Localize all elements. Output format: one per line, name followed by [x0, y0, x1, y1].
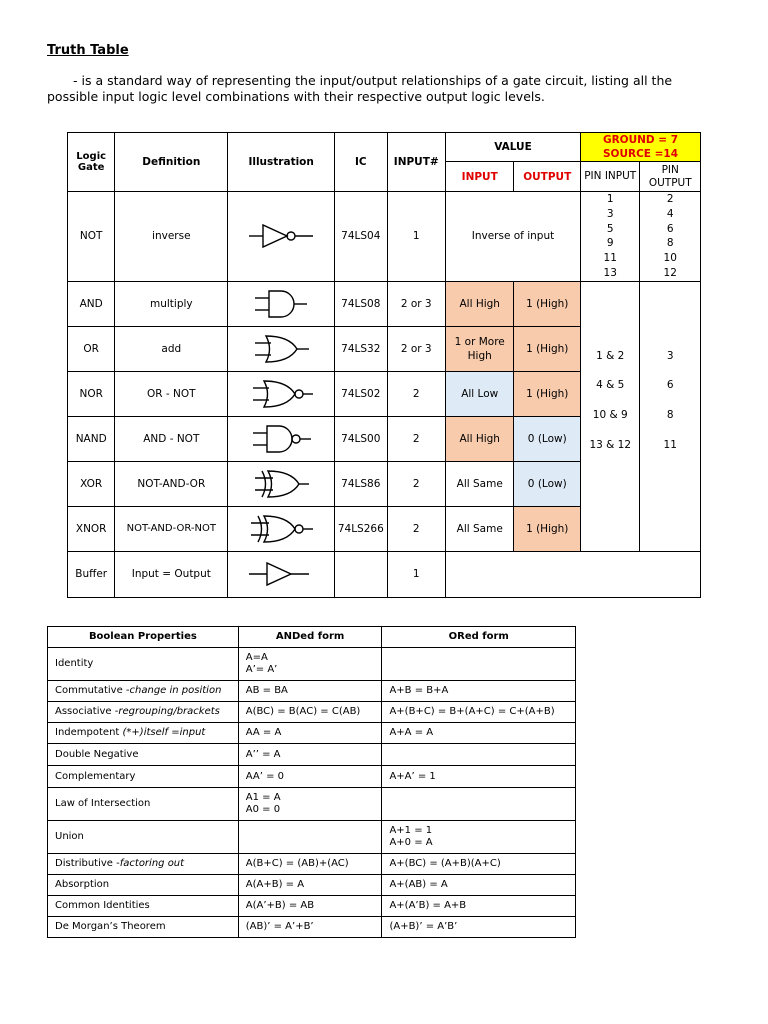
table-row — [48, 854, 576, 875]
pin-value: 3 — [606, 207, 614, 220]
table-row — [68, 551, 701, 597]
table-row — [48, 744, 576, 766]
header-ic: IC — [335, 133, 387, 192]
ored-form — [382, 702, 576, 723]
nor-gate-icon — [228, 371, 335, 416]
anded-form — [238, 766, 382, 788]
property-label: Identity — [55, 658, 94, 669]
or-gate-icon — [228, 326, 335, 371]
gate-definition: multiply — [115, 281, 228, 326]
gate-name: XOR — [68, 461, 115, 506]
anded-form — [238, 744, 382, 766]
property-name — [48, 766, 239, 788]
pin-value: 9 — [606, 237, 614, 250]
property-name — [48, 744, 239, 766]
gate-definition: NOT-AND-OR-NOT — [115, 506, 228, 551]
gate-input-condition: All High — [445, 416, 514, 461]
gate-definition: inverse — [115, 192, 228, 282]
property-label: Commutative - — [55, 685, 130, 696]
not-gate-icon — [228, 192, 335, 282]
gate-input-condition: All Same — [445, 506, 514, 551]
formula: AB = BA — [245, 685, 288, 696]
ored-form — [382, 854, 576, 875]
gate-ic: 74LS86 — [335, 461, 387, 506]
gate-name: XNOR — [68, 506, 115, 551]
formula: A+(BC) = (A+B)(A+C) — [389, 858, 501, 869]
nand-gate-icon — [228, 416, 335, 461]
header-boolean-properties: Boolean Properties — [48, 627, 239, 648]
formula: A(A’+B) = AB — [245, 900, 315, 911]
formula: A=A — [245, 652, 268, 663]
formula: AA’ = 0 — [245, 770, 284, 782]
gate-pin-output — [640, 281, 701, 551]
property-name — [48, 648, 239, 681]
header-logic-gate: Logic Gate — [68, 133, 115, 192]
gate-ic: 74LS04 — [335, 192, 387, 282]
gate-name: NOT — [68, 192, 115, 282]
table-row — [48, 821, 576, 854]
table-row — [48, 917, 576, 938]
anded-form — [238, 788, 382, 821]
pin-value: 13 — [603, 266, 617, 279]
gate-name: NAND — [68, 416, 115, 461]
gate-name: OR — [68, 326, 115, 371]
gate-ic: 74LS00 — [335, 416, 387, 461]
pin-value: 12 — [663, 266, 677, 279]
gate-input-condition: 1 or More High — [445, 326, 514, 371]
pin-value: 10 — [663, 252, 677, 265]
anded-form — [238, 821, 382, 854]
gate-input-count: 2 or 3 — [387, 326, 445, 371]
table-row — [48, 766, 576, 788]
formula: A’= A’ — [245, 664, 278, 675]
property-label: Indempotent — [55, 727, 123, 738]
header-pin-input: PIN INPUT — [581, 162, 640, 192]
header-output: OUTPUT — [514, 162, 581, 192]
pin-value: 6 — [666, 222, 674, 235]
xnor-gate-icon — [228, 506, 335, 551]
truth-table — [67, 132, 701, 598]
header-anded-form: ANDed form — [238, 627, 382, 648]
property-note: regrouping/brackets — [118, 706, 220, 717]
formula: A+0 = A — [389, 837, 433, 848]
gate-input-condition: All High — [445, 281, 514, 326]
gate-definition: Input = Output — [115, 551, 228, 597]
gate-definition: OR - NOT — [115, 371, 228, 416]
table-row — [48, 896, 576, 917]
intro-text: - is a standard way of representing the input/output relationships of a gate circuit, listing all the possible input logic level combinations with their respective output logic levels. — [47, 73, 673, 104]
gate-input-count: 2 or 3 — [387, 281, 445, 326]
property-name — [48, 681, 239, 702]
formula: A’’ = A — [245, 748, 281, 760]
gate-input-count: 1 — [387, 551, 445, 597]
page-title: Truth Table — [47, 43, 129, 58]
gate-input-count: 2 — [387, 461, 445, 506]
not-pin-output — [640, 192, 701, 282]
table-row — [48, 681, 576, 702]
ored-form — [382, 723, 576, 744]
gate-definition: NOT-AND-OR — [115, 461, 228, 506]
pin-value: 6 — [666, 379, 674, 392]
ored-form — [382, 681, 576, 702]
gate-ic — [335, 551, 387, 597]
formula: A+B = B+A — [389, 685, 449, 696]
property-label: Absorption — [55, 879, 110, 890]
and-gate-icon — [228, 281, 335, 326]
buffer-gate-icon — [228, 551, 335, 597]
property-name — [48, 875, 239, 896]
gate-ic: 74LS266 — [335, 506, 387, 551]
gate-input-count: 2 — [387, 371, 445, 416]
anded-form — [238, 875, 382, 896]
gate-value: Inverse of input — [445, 192, 580, 282]
header-input-count: INPUT# — [387, 133, 445, 192]
not-pin-input — [581, 192, 640, 282]
gate-input-condition: All Low — [445, 371, 514, 416]
pin-value: 1 & 2 — [596, 349, 625, 362]
table-row — [48, 702, 576, 723]
formula: A+(AB) = A — [389, 879, 448, 890]
gate-input-count: 1 — [387, 192, 445, 282]
pin-value: 2 — [666, 193, 674, 205]
property-label: Double Negative — [55, 748, 139, 760]
property-name — [48, 723, 239, 744]
anded-form — [238, 723, 382, 744]
formula: A0 = 0 — [245, 804, 281, 815]
buffer-empty-cell — [445, 551, 700, 597]
gate-output-value: 1 (High) — [514, 281, 581, 326]
property-name — [48, 896, 239, 917]
table-row — [48, 875, 576, 896]
anded-form — [238, 702, 382, 723]
ored-form — [382, 648, 576, 681]
formula: (A+B)’ = A’B’ — [389, 921, 458, 932]
gate-ic: 74LS08 — [335, 281, 387, 326]
table-row — [68, 281, 701, 326]
pin-value: 8 — [666, 408, 674, 421]
boolean-properties-table — [47, 626, 576, 938]
intro-paragraph — [47, 73, 727, 105]
property-label: Associative - — [55, 706, 119, 717]
table-row — [48, 723, 576, 744]
formula: A(B+C) = (AB)+(AC) — [245, 858, 349, 869]
header-illustration: Illustration — [228, 133, 335, 192]
formula: A(BC) = B(AC) = C(AB) — [245, 706, 361, 717]
property-name — [48, 917, 239, 938]
pin-value: 3 — [666, 349, 674, 362]
gate-input-count: 2 — [387, 416, 445, 461]
property-name — [48, 854, 239, 875]
table-row — [68, 192, 701, 282]
anded-form — [238, 854, 382, 875]
property-label: Distributive - — [55, 858, 120, 869]
table-row — [48, 788, 576, 821]
xor-gate-icon — [228, 461, 335, 506]
property-note: change in position — [129, 685, 222, 696]
anded-form — [238, 917, 382, 938]
pin-value: 11 — [603, 252, 617, 265]
pin-value: 10 & 9 — [592, 408, 628, 421]
gate-input-condition: All Same — [445, 461, 514, 506]
header-pin-output: PIN OUTPUT — [640, 162, 701, 192]
gate-input-count: 2 — [387, 506, 445, 551]
ground-label: GROUND = 7 — [602, 134, 679, 146]
formula: A1 = A — [245, 792, 281, 803]
formula: A+A = A — [389, 727, 434, 738]
property-label: De Morgan’s Theorem — [55, 921, 166, 932]
source-label: SOURCE =14 — [602, 148, 679, 160]
property-note: factoring out — [119, 858, 185, 869]
ored-form — [382, 875, 576, 896]
pin-value: 11 — [663, 438, 677, 451]
header-definition: Definition — [115, 133, 228, 192]
gate-definition: AND - NOT — [115, 416, 228, 461]
pin-value: 4 & 5 — [596, 379, 625, 392]
gate-output-value: 0 (Low) — [514, 416, 581, 461]
ored-form — [382, 821, 576, 854]
formula: (AB)’ = A’+B’ — [245, 921, 314, 932]
anded-form — [238, 896, 382, 917]
gate-output-value: 1 (High) — [514, 371, 581, 416]
gate-name: Buffer — [68, 551, 115, 597]
gate-ic: 74LS32 — [335, 326, 387, 371]
pin-value: 8 — [666, 237, 674, 250]
gate-pin-input — [581, 281, 640, 551]
gate-ic: 74LS02 — [335, 371, 387, 416]
property-label: Complementary — [55, 770, 136, 782]
pin-value: 1 — [606, 193, 614, 205]
gate-output-value: 0 (Low) — [514, 461, 581, 506]
anded-form — [238, 681, 382, 702]
property-label: Law of Intersection — [55, 798, 151, 809]
header-ored-form: ORed form — [382, 627, 576, 648]
ored-form — [382, 896, 576, 917]
gate-definition: add — [115, 326, 228, 371]
property-note: (*+)itself =input — [122, 727, 206, 738]
formula: A(A+B) = A — [245, 879, 305, 890]
ored-form — [382, 766, 576, 788]
gate-output-value: 1 (High) — [514, 326, 581, 371]
formula: A+(A’B) = A+B — [389, 900, 467, 911]
header-ground-source — [581, 133, 701, 162]
header-value: VALUE — [445, 133, 580, 162]
formula: A+A’ = 1 — [389, 770, 436, 782]
formula: A+1 = 1 — [389, 825, 433, 836]
ored-form — [382, 744, 576, 766]
property-name — [48, 788, 239, 821]
pin-value: 5 — [606, 222, 614, 235]
property-label: Union — [55, 831, 84, 842]
gate-name: AND — [68, 281, 115, 326]
pin-value: 4 — [666, 207, 674, 220]
gate-name: NOR — [68, 371, 115, 416]
property-name — [48, 702, 239, 723]
property-name — [48, 821, 239, 854]
ored-form — [382, 788, 576, 821]
ored-form — [382, 917, 576, 938]
pin-value: 13 & 12 — [589, 438, 632, 451]
gate-output-value: 1 (High) — [514, 506, 581, 551]
formula: AA = A — [245, 727, 282, 738]
table-row — [48, 648, 576, 681]
anded-form — [238, 648, 382, 681]
formula: A+(B+C) = B+(A+C) = C+(A+B) — [389, 706, 555, 717]
header-input: INPUT — [445, 162, 514, 192]
property-label: Common Identities — [55, 900, 150, 911]
